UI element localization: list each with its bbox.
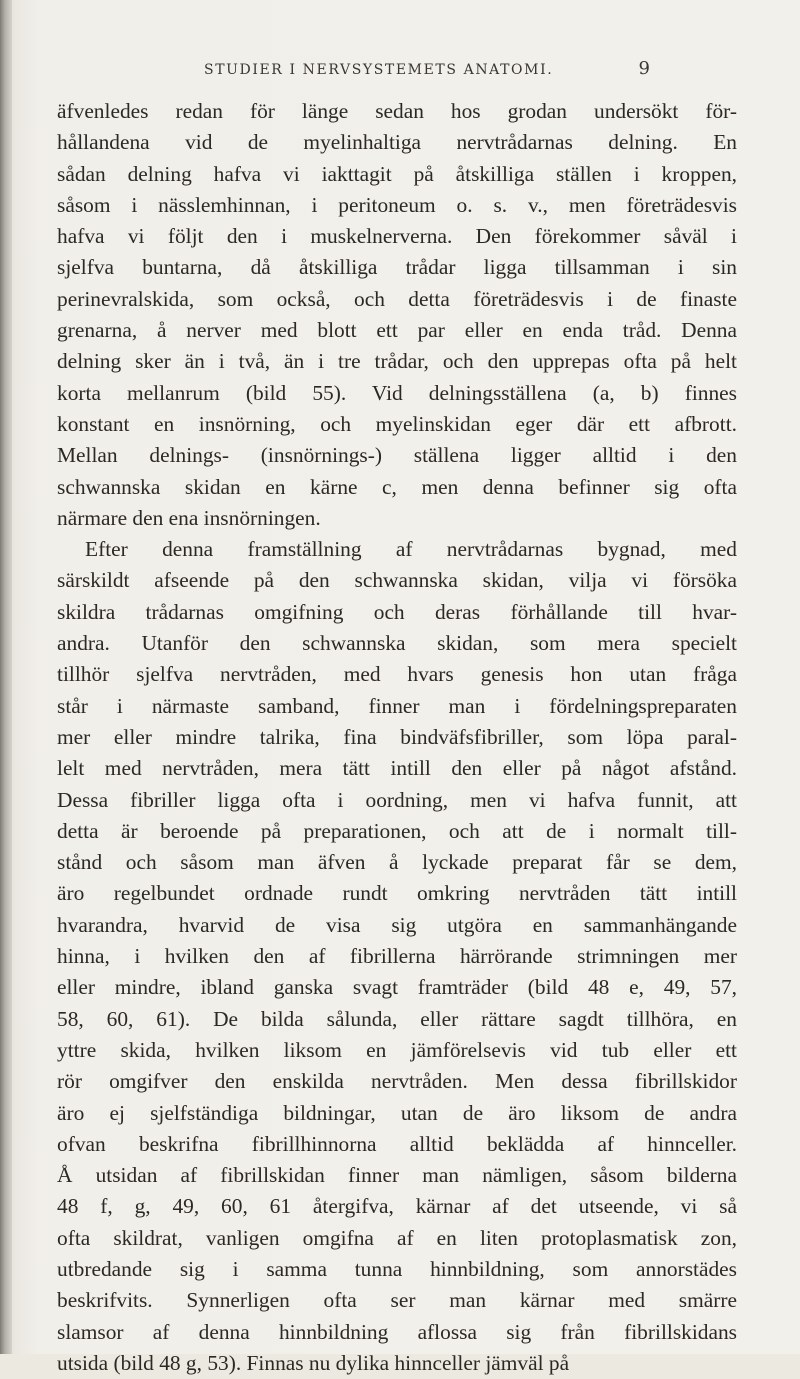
text-line: såsom i nässlemhinnan, i peritoneum o. s. v., men företrädesvis <box>57 192 737 217</box>
text-line: tillhör sjelfva nervtråden, med hvars genesis hon utan fråga <box>57 662 737 687</box>
text-line: yttre skida, hvilken liksom en jämförelsevis vid tub eller ett <box>57 1037 737 1062</box>
text-line: slamsor af denna hinnbildning aflossa sig från fibrillskidans <box>57 1319 737 1344</box>
text-line: mer eller mindre talrika, fina bindväfsfibriller, som löpa paral- <box>57 724 737 749</box>
body-text <box>57 96 737 1379</box>
text-line: sjelfva buntarna, då åtskilliga trådar ligga tillsamman i sin <box>57 255 737 280</box>
text-line: lelt med nervtråden, mera tätt intill den eller på något afstånd. <box>57 756 737 781</box>
text-line: grenarna, å nerver med blott ett par eller en enda tråd. Denna <box>57 318 737 343</box>
text-line: hinna, i hvilken den af fibrillerna härrörande strimningen mer <box>57 944 737 969</box>
page-header <box>204 58 650 84</box>
text-line: hafva vi följt den i muskelnerverna. Den förekommer såväl i <box>57 224 737 249</box>
text-line: särskildt afseende på den schwannska skidan, vilja vi försöka <box>57 568 737 593</box>
text-line: eller mindre, ibland ganska svagt framträder (bild 48 e, 49, 57, <box>57 975 737 1000</box>
text-line: rör omgifver den enskilda nervtråden. Men dessa fibrillskidor <box>57 1069 737 1094</box>
text-line: ofta skildrat, vanligen omgifna af en liten protoplasmatisk zon, <box>57 1225 737 1250</box>
text-line: står i närmaste samband, finner man i fördelningspreparaten <box>57 693 737 718</box>
text-line: stånd och såsom man äfven å lyckade preparat får se dem, <box>57 850 737 875</box>
text-line: sådan delning hafva vi iakttagit på åtskilliga ställen i kroppen, <box>57 161 737 186</box>
text-line: Efter denna framställning af nervtrådarnas bygnad, med <box>85 537 737 562</box>
text-line: utbredande sig i samma tunna hinnbildning, som annorstädes <box>57 1256 737 1281</box>
text-line: utsida (bild 48 g, 53). Finnas nu dylika hinnceller jämväl på <box>57 1350 570 1375</box>
text-line: äro ej sjelfständiga bildningar, utan de äro liksom de andra <box>57 1100 737 1125</box>
text-line: korta mellanrum (bild 55). Vid delningsställena (a, b) finnes <box>57 380 737 405</box>
text-line: Dessa fibriller ligga ofta i oordning, men vi hafva funnit, att <box>57 787 737 812</box>
text-line: Mellan delnings- (insnörnings-) ställena ligger alltid i den <box>57 443 737 468</box>
text-line: hållandena vid de myelinhaltiga nervtrådarnas delning. En <box>57 130 737 155</box>
text-line: skildra trådarnas omgifning och deras förhållande till hvar- <box>57 599 737 624</box>
text-line: perinevralskida, som också, och detta företrädesvis i de finaste <box>57 286 737 311</box>
text-line: närmare den ena insnörningen. <box>57 505 321 530</box>
text-line: hvarandra, hvarvid de visa sig utgöra en sammanhängande <box>57 912 737 937</box>
page-number: 9 <box>638 58 650 79</box>
text-line: äfvenledes redan för länge sedan hos grodan undersökt för- <box>57 99 737 123</box>
text-line: äro regelbundet ordnade rundt omkring nervtråden tätt intill <box>57 881 737 906</box>
text-line: beskrifvits. Synnerligen ofta ser man kärnar med smärre <box>57 1288 737 1313</box>
text-line: delning sker än i två, än i tre trådar, och den upprepas ofta på helt <box>57 349 737 374</box>
text-line: detta är beroende på preparationen, och att de i normalt till- <box>57 818 737 843</box>
text-line: Å utsidan af fibrillskidan finner man nämligen, såsom bilderna <box>57 1163 737 1188</box>
text-line: konstant en insnörning, och myelinskidan eger där ett afbrott. <box>57 411 737 436</box>
page-binding-edge <box>0 0 12 1354</box>
text-line: 48 f, g, 49, 60, 61 återgifva, kärnar af det utseende, vi så <box>57 1194 737 1219</box>
text-line: 58, 60, 61). De bilda sålunda, eller rättare sagdt tillhöra, en <box>57 1006 737 1031</box>
text-line: andra. Utanför den schwannska skidan, som mera specielt <box>57 631 737 656</box>
text-line: schwannska skidan en kärne c, men denna befinner sig ofta <box>57 474 737 499</box>
running-head: STUDIER I NERVSYSTEMETS ANATOMI. <box>204 62 554 78</box>
text-line: ofvan beskrifna fibrillhinnorna alltid beklädda af hinnceller. <box>57 1131 737 1156</box>
